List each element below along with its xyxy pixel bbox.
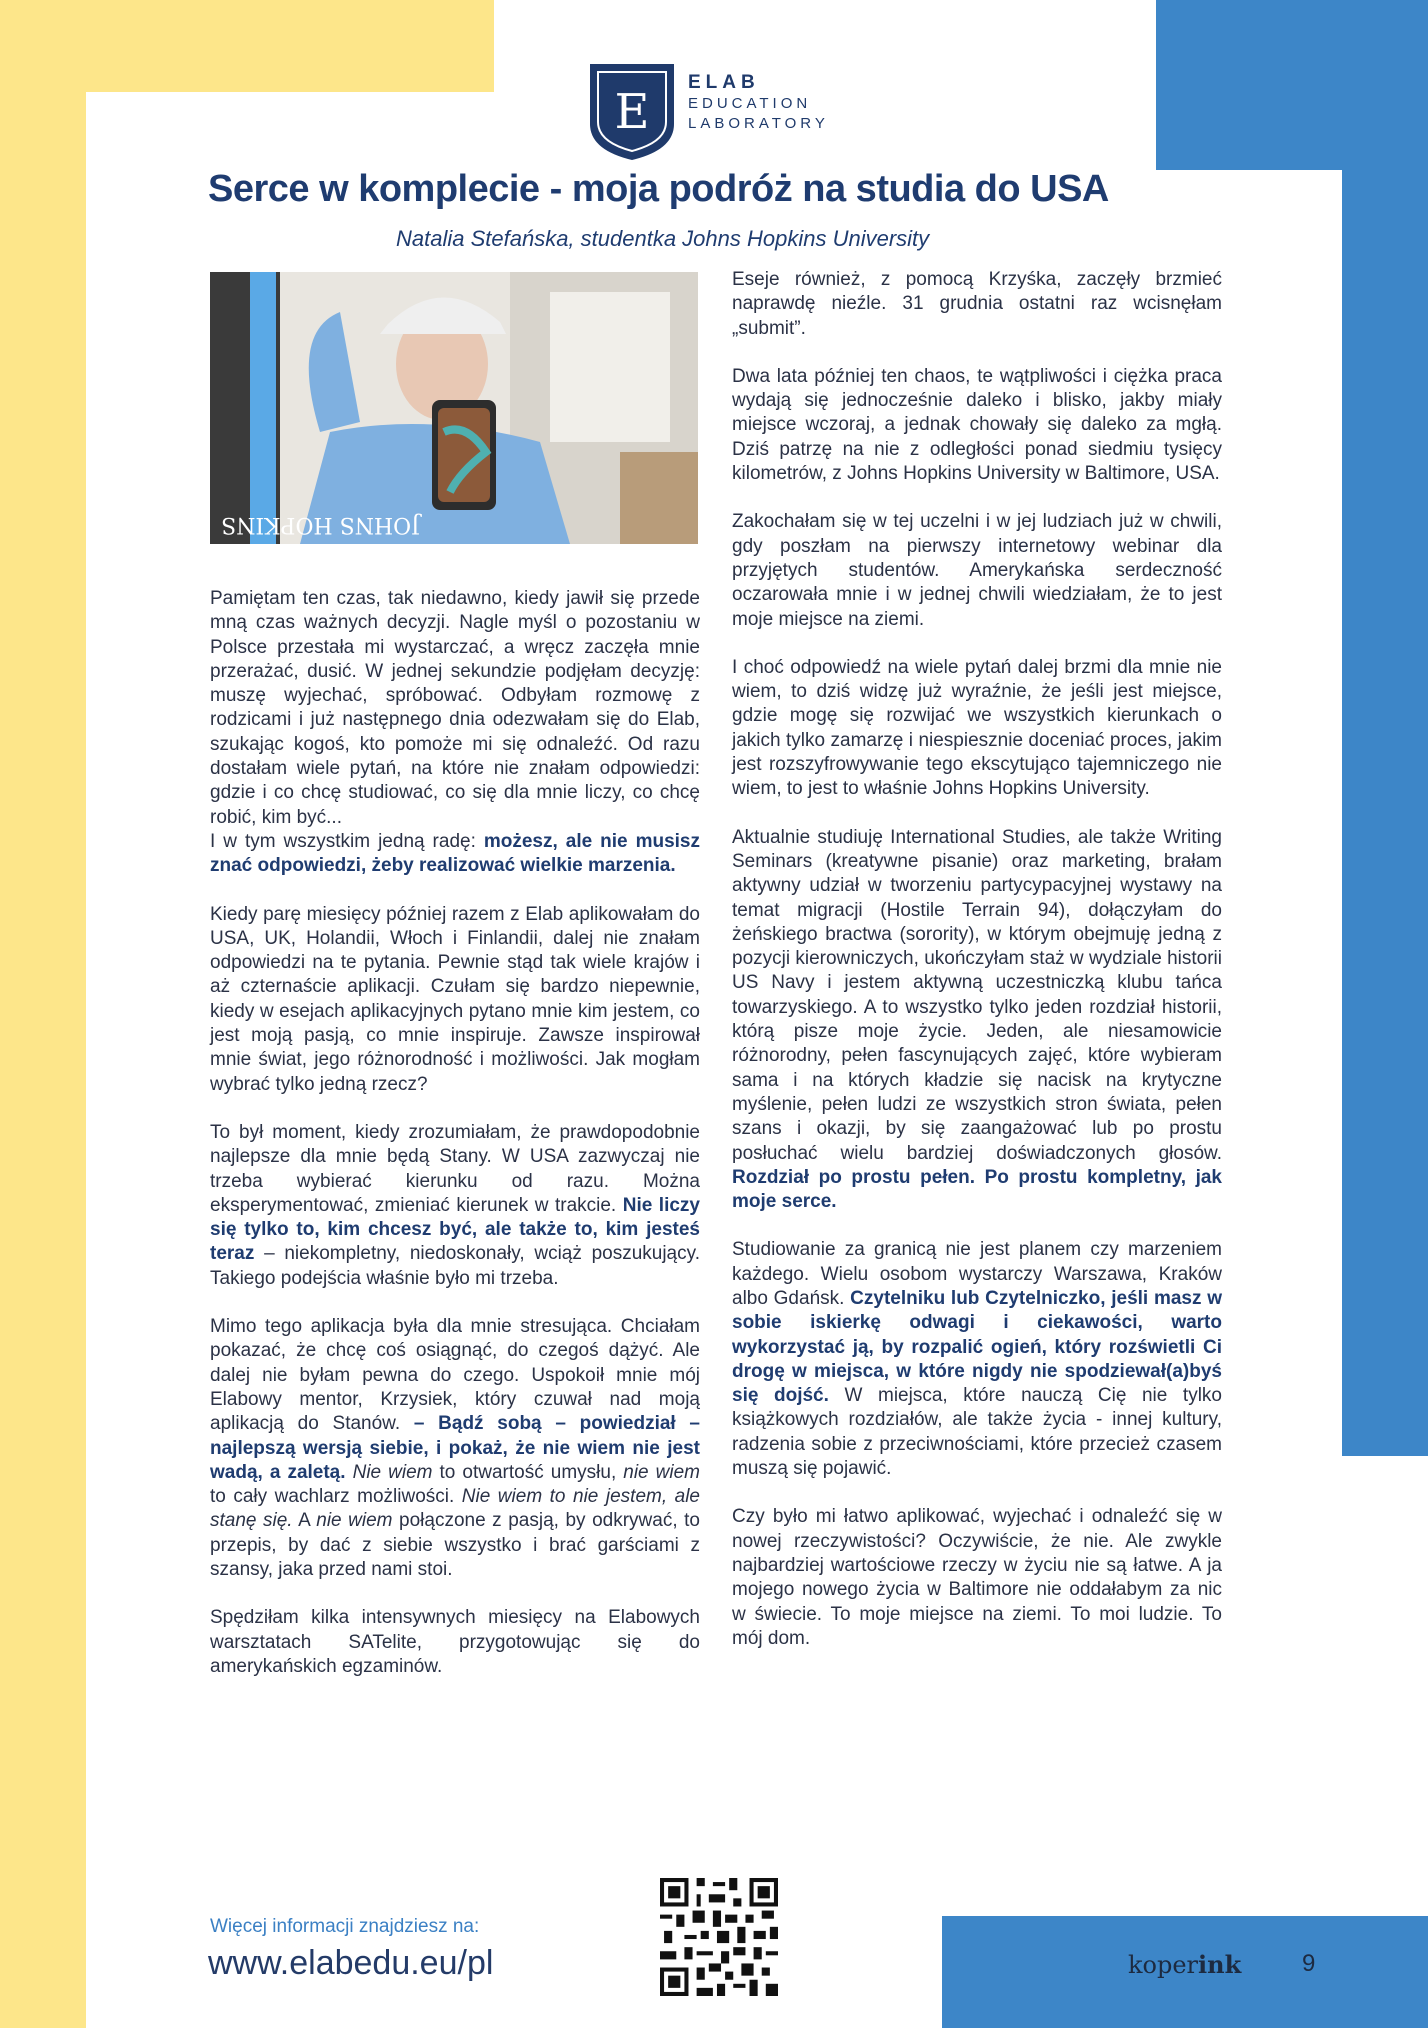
paragraph: [210, 587, 700, 879]
text: A: [292, 1510, 317, 1532]
article-title: Serce w komplecie - moja podróż na studia do USA: [208, 168, 1109, 210]
text: to otwartość umysłu,: [432, 1461, 624, 1483]
brand-bold: ink: [1198, 1950, 1242, 1979]
paragraph: [210, 1315, 700, 1582]
page-number: 9: [1302, 1950, 1316, 1977]
paragraph: [732, 826, 1222, 1215]
italic-text: Nie wiem: [352, 1461, 433, 1483]
footer-label: Więcej informacji znajdziesz na:: [210, 1916, 480, 1937]
text: I w tym wszystkim jedną radę:: [210, 830, 484, 852]
text: Pamiętam ten czas, tak niedawno, kiedy jawił się przede mną czas ważnych decyzji. Nagle myśl o pozostaniu w Polsce przestała mi wystarczać, a wręcz zaczęła mnie przerażać, dusić. W jednej sekundzie podjęłam decyzję: muszę wyjechać, spróbować. Odbyłam rozmowę z rodzicami i już następnego dnia odezwałam się do Elab, szukając kogoś, kto pomoże mi się odnaleźć. Od razu dostałam wiele pytań, na które nie znałam odpowiedzi: gdzie i co chcę studiować, co się dla mnie liczy, co chcę robić, kim być...: [210, 588, 700, 828]
article-byline: Natalia Stefańska, studentka Johns Hopkins University: [396, 226, 930, 251]
magazine-brand: [1128, 1950, 1241, 1979]
highlight-text: Czytelniku lub Czytelniczko, jeśli masz w sobie iskierkę odwagi i ciekawości, warto wykorzystać ją, by rozpalić ogień, który rozświetli Ci drogę w miejsca, w które nigdy nie spodziewał(a)byś się dojść.: [732, 1287, 1222, 1407]
paragraph: Zakochałam się w tej uczelni i w jej ludziach już w chwili, gdy poszłam na pierwszy internetowy webinar dla przyjętych studentów. Amerykańska serdeczność oczarowała mnie i w jednej chwili wiedziałam, że to jest moje miejsce na ziemi.: [732, 511, 1222, 630]
highlight-text: – Bądź sobą – powiedział – najlepszą wersją siebie, i pokaż, że nie wiem nie jest wadą, a zaletą.: [210, 1413, 700, 1483]
logo-line-1: ELAB: [688, 72, 760, 93]
paragraph: Spędziłam kilka intensywnych miesięcy na Elabowych warsztatach SATelite, przygotowując się do amerykańskich egzaminów.: [210, 1607, 700, 1677]
logo-mark: E: [614, 84, 650, 140]
text: To był moment, kiedy zrozumiałam, że prawdopodobnie najlepsze dla mnie będą Stany. W USA zazwyczaj nie trzeba wybierać kierunku od razu. Można eksperymentować, zmieniać kierunek w trakcie.: [210, 1121, 700, 1216]
text: – niekompletny, niedoskonały, wciąż poszukujący. Takiego podejścia właśnie było mi trzeba.: [210, 1243, 700, 1289]
paragraph: [732, 1238, 1222, 1481]
text: Mimo tego aplikacja była dla mnie stresująca. Chciałam pokazać, że chcę coś osiągnąć, do czegoś dążyć. Ale dalej nie byłam pewna do czego. Uspokoił mnie mój Elabowy mentor, Krzysiek, który czuwał nad moją aplikacją do Stanów.: [210, 1316, 700, 1435]
brand-light: koper: [1128, 1951, 1199, 1979]
left-column: [210, 587, 700, 1703]
highlight-text: Nie liczy się tylko to, kim chcesz być, ale także to, kim jesteś teraz: [210, 1194, 700, 1265]
qr-code-icon[interactable]: [660, 1878, 778, 1996]
logo-line-3: LABORATORY: [688, 115, 829, 132]
paragraph: Kiedy parę miesięcy później razem z Elab aplikowałam do USA, UK, Holandii, Włoch i Finlandii, dalej nie znałam odpowiedzi na te pytania. Pewnie stąd tak wiele krajów i aż czternaście aplikacji. Czułam się bardzo niepewnie, kiedy w esejach aplikacyjnych pytano mnie kim jestem, co jest moją pasją, co mnie inspiruje. Zawsze inspirował mnie świat, jego różnorodność i możliwości. Jak mogłam wybrać tylko jedną rzecz?: [210, 903, 700, 1095]
right-column: [732, 268, 1222, 1675]
paragraph: Eseje również, z pomocą Krzyśka, zaczęły brzmieć naprawdę nieźle. 31 grudnia ostatni raz wcisnęłam „submit”.: [732, 269, 1222, 339]
blue-decor-strip: [1342, 0, 1428, 1456]
italic-text: nie wiem: [623, 1461, 700, 1483]
elab-logo: [588, 62, 848, 162]
shield-icon: [588, 62, 676, 162]
paragraph: Dwa lata później ten chaos, te wątpliwości i ciężka praca wydają się jednocześnie daleko i blisko, jakby miały miejsce wczoraj, a jednak chowały się daleko za mgłą. Dziś patrzę na nie z odległości ponad siedmiu tysięcy kilometrów, z Johns Hopkins University w Baltimore, USA.: [732, 365, 1222, 485]
paragraph: I choć odpowiedź na wiele pytań dalej brzmi dla mnie nie wiem, to dziś widzę już wyraźnie, że jeśli jest miejsce, gdzie mogę się rozwijać we wszystkich kierunkach o jakich tylko zamarzę i niespiesznie doceniać proces, jakim jest rozszyfrowywanie tego ekscytująco tajemniczego nie wiem, to jest to właśnie Johns Hopkins University.: [732, 656, 1222, 800]
paragraph: Czy było mi łatwo aplikować, wyjechać i odnaleźć się w nowej rzeczywistości? Oczywiście, że nie. Ale zwykle najbardziej wartościowe rzeczy w życiu nie są łatwe. A ja mojego nowego życia w Baltimore nie oddałabym za nic w świecie. To moje miejsce na ziemi. To moi ludzie. To mój dom.: [732, 1506, 1222, 1649]
yellow-decor-left: [0, 0, 86, 2028]
text: Aktualnie studiuję International Studies, ale także Writing Seminars (kreatywne pisanie) oraz marketing, brałam aktywny udział w tworzeniu partycypacyjnej wystawy na temat migracji (Hostile Terrain 94), dołączyłam do żeńskiego bractwa (sorority), w którym obejmuję jedną z pozycji kierowniczych, ukończyłam staż w wydziale historii US Navy i jestem aktywną uczestniczką klubu tańca towarzyskiego. A to wszystko tylko jeden rozdział historii, którą pisze moje życie. Jeden, ale niesamowicie różnorodny, pełen fascynujących zajęć, które wybieram sama i na których kładzie się nacisk na krytyczne myślenie, pełen ludzi ze wszystkich stron świata, pełen szans i okazji, by się zaangażować lub po prostu posłuchać wielu bardziej doświadczonych głosów.: [732, 826, 1222, 1164]
author-photo: [210, 272, 698, 544]
paragraph: [210, 1121, 700, 1291]
highlight-text: Rozdział po prostu pełen. Po prostu kompletny, jak moje serce.: [732, 1166, 1222, 1213]
highlight-text: możesz, ale nie musisz znać odpowiedzi, żeby realizować wielkie marzenia.: [210, 830, 700, 877]
text: to cały wachlarz możliwości.: [210, 1486, 462, 1508]
text: Studiowanie za granicą nie jest planem czy marzeniem każdego. Wielu osobom wystarczy Warszawa, Kraków albo Gdańsk.: [732, 1239, 1222, 1309]
italic-text: nie wiem: [316, 1510, 393, 1532]
text: połączone z pasją, by odkrywać, to przepis, by dać z siebie wszystko i brać garściami z szansy, jaka przed nami stoi.: [210, 1510, 700, 1580]
footer-url-link[interactable]: www.elabedu.eu/pl: [208, 1944, 494, 1982]
logo-line-2: EDUCATION: [688, 95, 812, 112]
sweatshirt-text: JOHNS HOPKINS: [221, 512, 420, 537]
text: W miejsca, które nauczą Cię nie tylko książkowych rozdziałów, ale także życia - innej kultury, radzenia sobie z przeciwnościami, które przecież czasem muszą się pojawić.: [732, 1385, 1222, 1480]
italic-text: Nie wiem to nie jestem, ale stanę się.: [210, 1486, 700, 1532]
